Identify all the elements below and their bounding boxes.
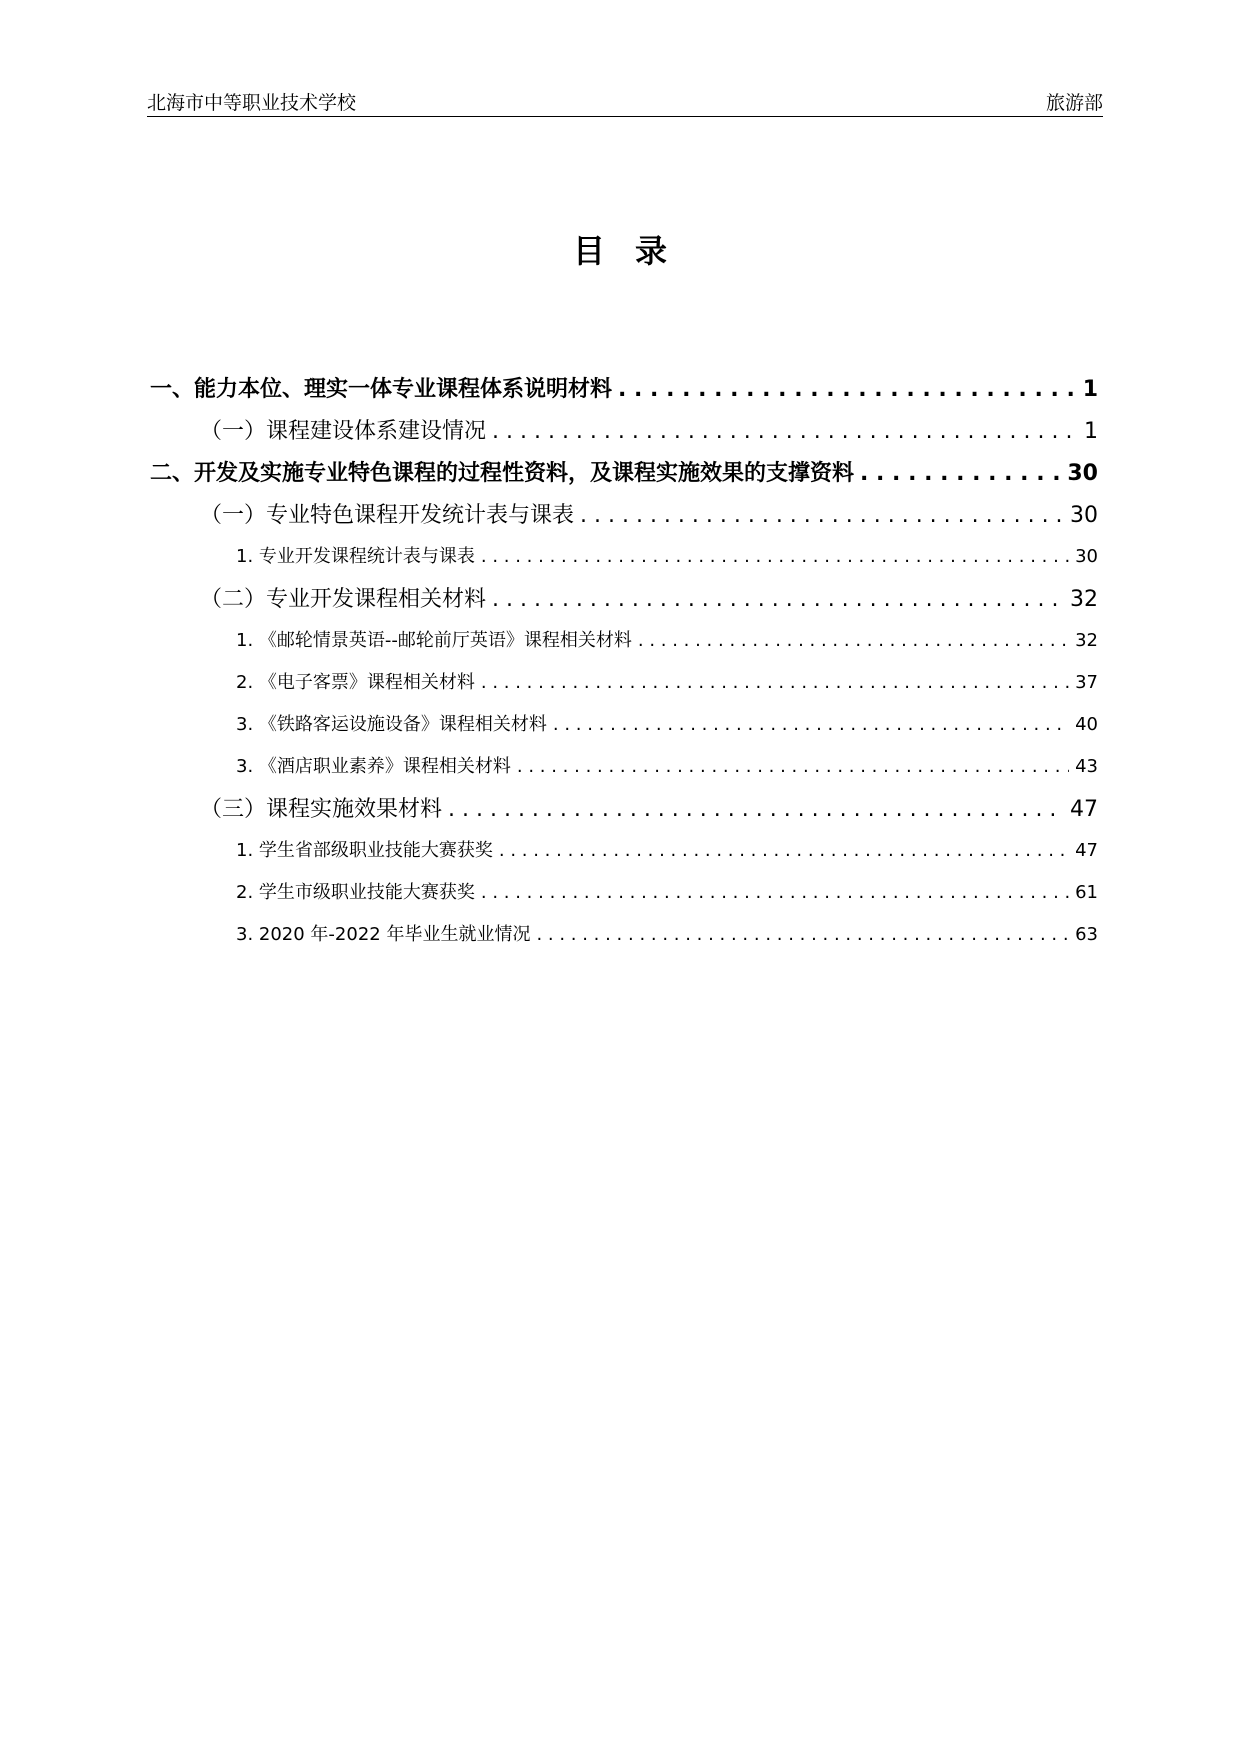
toc-entry-label: 二、开发及实施专业特色课程的过程性资料，及课程实施效果的支撑资料 xyxy=(150,461,855,486)
toc-entry-label: 1. 《邮轮情景英语--邮轮前厅英语》课程相关材料 xyxy=(236,630,632,651)
toc-entry-label: 2. 学生市级职业技能大赛获奖 xyxy=(236,882,475,903)
toc-dot-leader xyxy=(481,546,1069,567)
toc-entry-page: 47 xyxy=(1075,840,1098,861)
toc-entry[interactable] xyxy=(236,710,1098,736)
toc-entry-label: 一、能力本位、理实一体专业课程体系说明材料 xyxy=(150,377,613,402)
toc-dot-leader xyxy=(618,377,1077,402)
toc-entry-page: 30 xyxy=(1075,546,1098,567)
toc-entry-label: （三）课程实施效果材料 xyxy=(200,797,443,822)
toc-dot-leader xyxy=(492,419,1078,444)
toc-entry-page: 43 xyxy=(1075,756,1098,777)
toc-entry-label: 1. 专业开发课程统计表与课表 xyxy=(236,546,475,567)
toc-entry-label: 3. 《酒店职业素养》课程相关材料 xyxy=(236,756,511,777)
toc-entry-page: 1 xyxy=(1084,419,1098,444)
toc-entry-label: 1. 学生省部级职业技能大赛获奖 xyxy=(236,840,493,861)
toc-dot-leader xyxy=(448,797,1064,822)
toc-entry[interactable] xyxy=(236,542,1098,568)
toc-dot-leader xyxy=(517,756,1069,777)
toc-entry[interactable] xyxy=(150,456,1098,487)
toc-dot-leader xyxy=(553,714,1069,735)
toc-dot-leader xyxy=(499,840,1069,861)
toc-entry-page: 40 xyxy=(1075,714,1098,735)
toc-entry[interactable] xyxy=(200,582,1098,613)
page-title: 目录 xyxy=(572,232,697,270)
toc-entry-label: （一）专业特色课程开发统计表与课表 xyxy=(200,503,575,528)
toc-entry-label: 2. 《电子客票》课程相关材料 xyxy=(236,672,475,693)
toc-dot-leader xyxy=(492,587,1064,612)
toc-dot-leader xyxy=(638,630,1069,651)
toc-entry[interactable] xyxy=(150,372,1098,403)
toc-entry-page: 47 xyxy=(1070,797,1098,822)
toc-entry-page: 37 xyxy=(1075,672,1098,693)
toc-entry[interactable] xyxy=(200,414,1098,445)
toc-entry-label: 3. 2020 年-2022 年毕业生就业情况 xyxy=(236,924,531,945)
toc-dot-leader xyxy=(580,503,1064,528)
toc-entry[interactable] xyxy=(236,878,1098,904)
toc-entry[interactable] xyxy=(236,752,1098,778)
page-header xyxy=(147,86,1103,117)
toc-entry-page: 61 xyxy=(1075,882,1098,903)
toc-entry-label: 3. 《铁路客运设施设备》课程相关材料 xyxy=(236,714,547,735)
toc-entry-label: （一）课程建设体系建设情况 xyxy=(200,419,487,444)
toc-entry[interactable] xyxy=(236,626,1098,652)
toc-entry[interactable] xyxy=(236,668,1098,694)
toc-entry-label: （二）专业开发课程相关材料 xyxy=(200,587,487,612)
toc-dot-leader xyxy=(481,672,1069,693)
toc-entry-page: 63 xyxy=(1075,924,1098,945)
toc-entry[interactable] xyxy=(236,836,1098,862)
toc-entry[interactable] xyxy=(200,792,1098,823)
toc-entry[interactable] xyxy=(236,920,1098,946)
toc-dot-leader xyxy=(481,882,1069,903)
school-name: 北海市中等职业技术学校 xyxy=(147,93,357,114)
toc-dot-leader xyxy=(536,924,1069,945)
department-name: 旅游部 xyxy=(1045,93,1103,114)
toc-entry[interactable] xyxy=(200,498,1098,529)
toc-dot-leader xyxy=(860,461,1061,486)
toc-entry-page: 32 xyxy=(1075,630,1098,651)
toc-entry-page: 30 xyxy=(1067,461,1098,486)
toc-entry-page: 32 xyxy=(1070,587,1098,612)
toc-entry-page: 1 xyxy=(1082,377,1098,402)
toc-entry-page: 30 xyxy=(1070,503,1098,528)
